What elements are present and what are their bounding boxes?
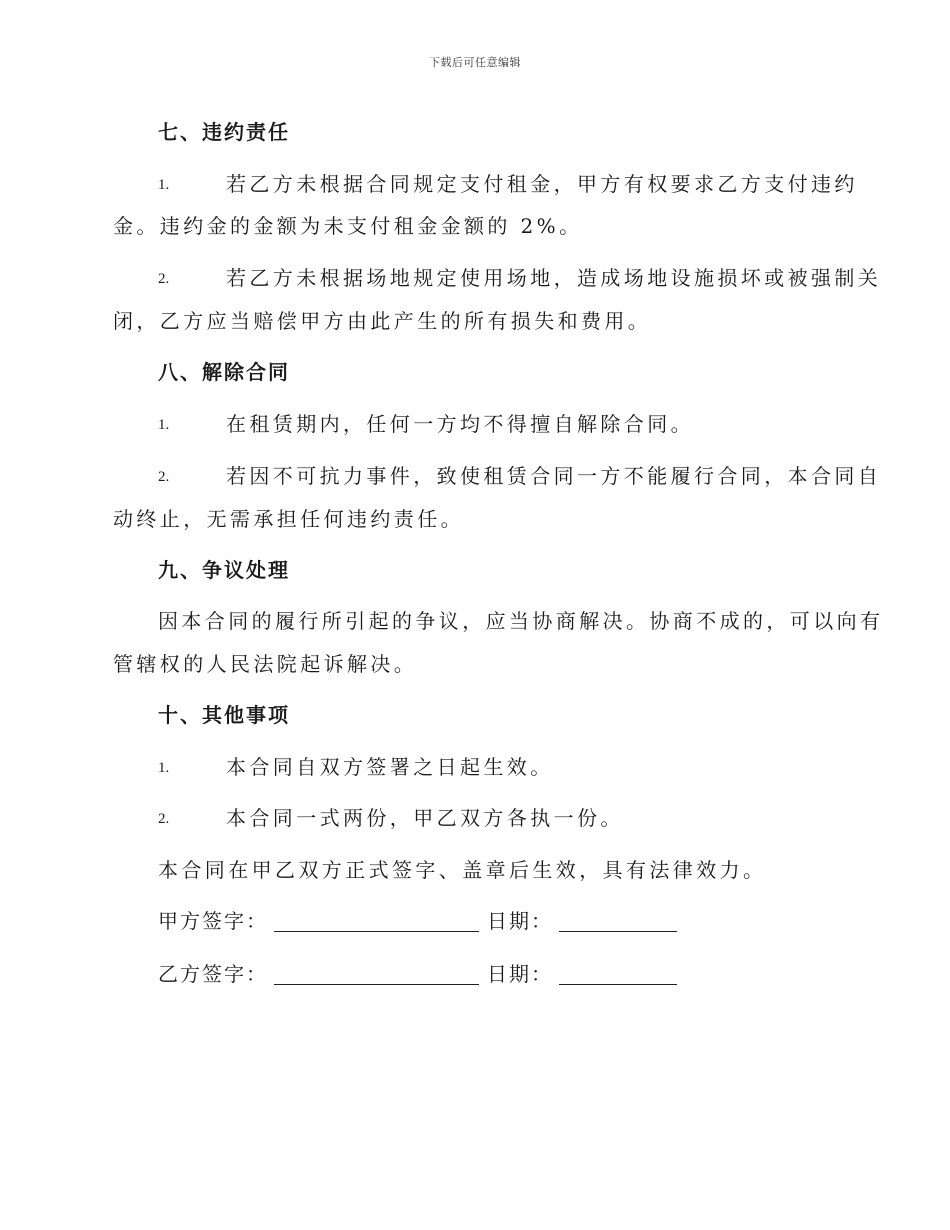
section-heading-disputes: 九、争议处理	[158, 558, 290, 582]
party-a-signature-field[interactable]	[274, 911, 479, 932]
clause-10-1-line-1	[113, 751, 554, 780]
clause-text: 若乙方未根据合同规定支付租金，甲方有权要求乙方支付违约	[226, 172, 858, 196]
closing-statement	[113, 854, 766, 883]
party-b-date-field[interactable]	[559, 964, 677, 985]
clause-10-2-line-1	[113, 802, 624, 831]
clause-text: 本合同自双方签署之日起生效。	[226, 755, 554, 779]
clause-7-2-line-1	[113, 262, 881, 291]
clause-text: 若因不可抗力事件，致使租赁合同一方不能履行合同，本合同自	[226, 464, 882, 488]
party-a-date-label: 日期：	[487, 909, 553, 933]
clause-number: 2.	[158, 271, 170, 287]
clause-number: 1.	[158, 760, 170, 776]
clause-text: 本合同一式两份，甲乙双方各执一份。	[226, 806, 624, 830]
party-a-signature-label: 甲方签字：	[158, 909, 268, 933]
clause-8-2-line-1	[113, 460, 881, 489]
party-a-date-field[interactable]	[559, 911, 677, 932]
clause-8-2-line-2: 动终止，无需承担任何违约责任。	[113, 507, 464, 531]
clause-number: 2.	[158, 811, 170, 827]
clause-9-line-2: 管辖权的人民法院起诉解决。	[113, 652, 418, 676]
clause-text: 在租赁期内，任何一方均不得擅自解除合同。	[226, 412, 694, 436]
party-b-signature-field[interactable]	[274, 964, 479, 985]
clause-7-1-line-1	[113, 168, 858, 197]
page-header: 下载后可任意编辑	[429, 56, 521, 69]
closing-text: 本合同在甲乙双方正式签字、盖章后生效，具有法律效力。	[158, 858, 767, 882]
clause-7-2-line-2: 闭，乙方应当赔偿甲方由此产生的所有损失和费用。	[113, 309, 652, 333]
party-b-signature-label: 乙方签字：	[158, 962, 268, 986]
clause-number: 1.	[158, 177, 170, 193]
section-heading-breach: 七、违约责任	[158, 120, 290, 144]
clause-number: 1.	[158, 417, 170, 433]
clause-9-line-1	[113, 605, 883, 634]
clause-8-1-line-1	[113, 408, 694, 437]
clause-text: 若乙方未根据场地规定使用场地，造成场地设施损坏或被强制关	[226, 266, 882, 290]
party-a-signature-row	[113, 905, 677, 934]
clause-7-1-line-2: 金。违约金的金额为未支付租金金额的 2%。	[113, 214, 583, 238]
section-heading-termination: 八、解除合同	[158, 360, 290, 384]
party-b-date-label: 日期：	[487, 962, 553, 986]
clause-number: 2.	[158, 469, 170, 485]
section-heading-other: 十、其他事项	[158, 703, 290, 727]
clause-text: 因本合同的履行所引起的争议，应当协商解决。协商不成的，可以向有	[158, 609, 884, 633]
party-b-signature-row	[113, 958, 677, 987]
